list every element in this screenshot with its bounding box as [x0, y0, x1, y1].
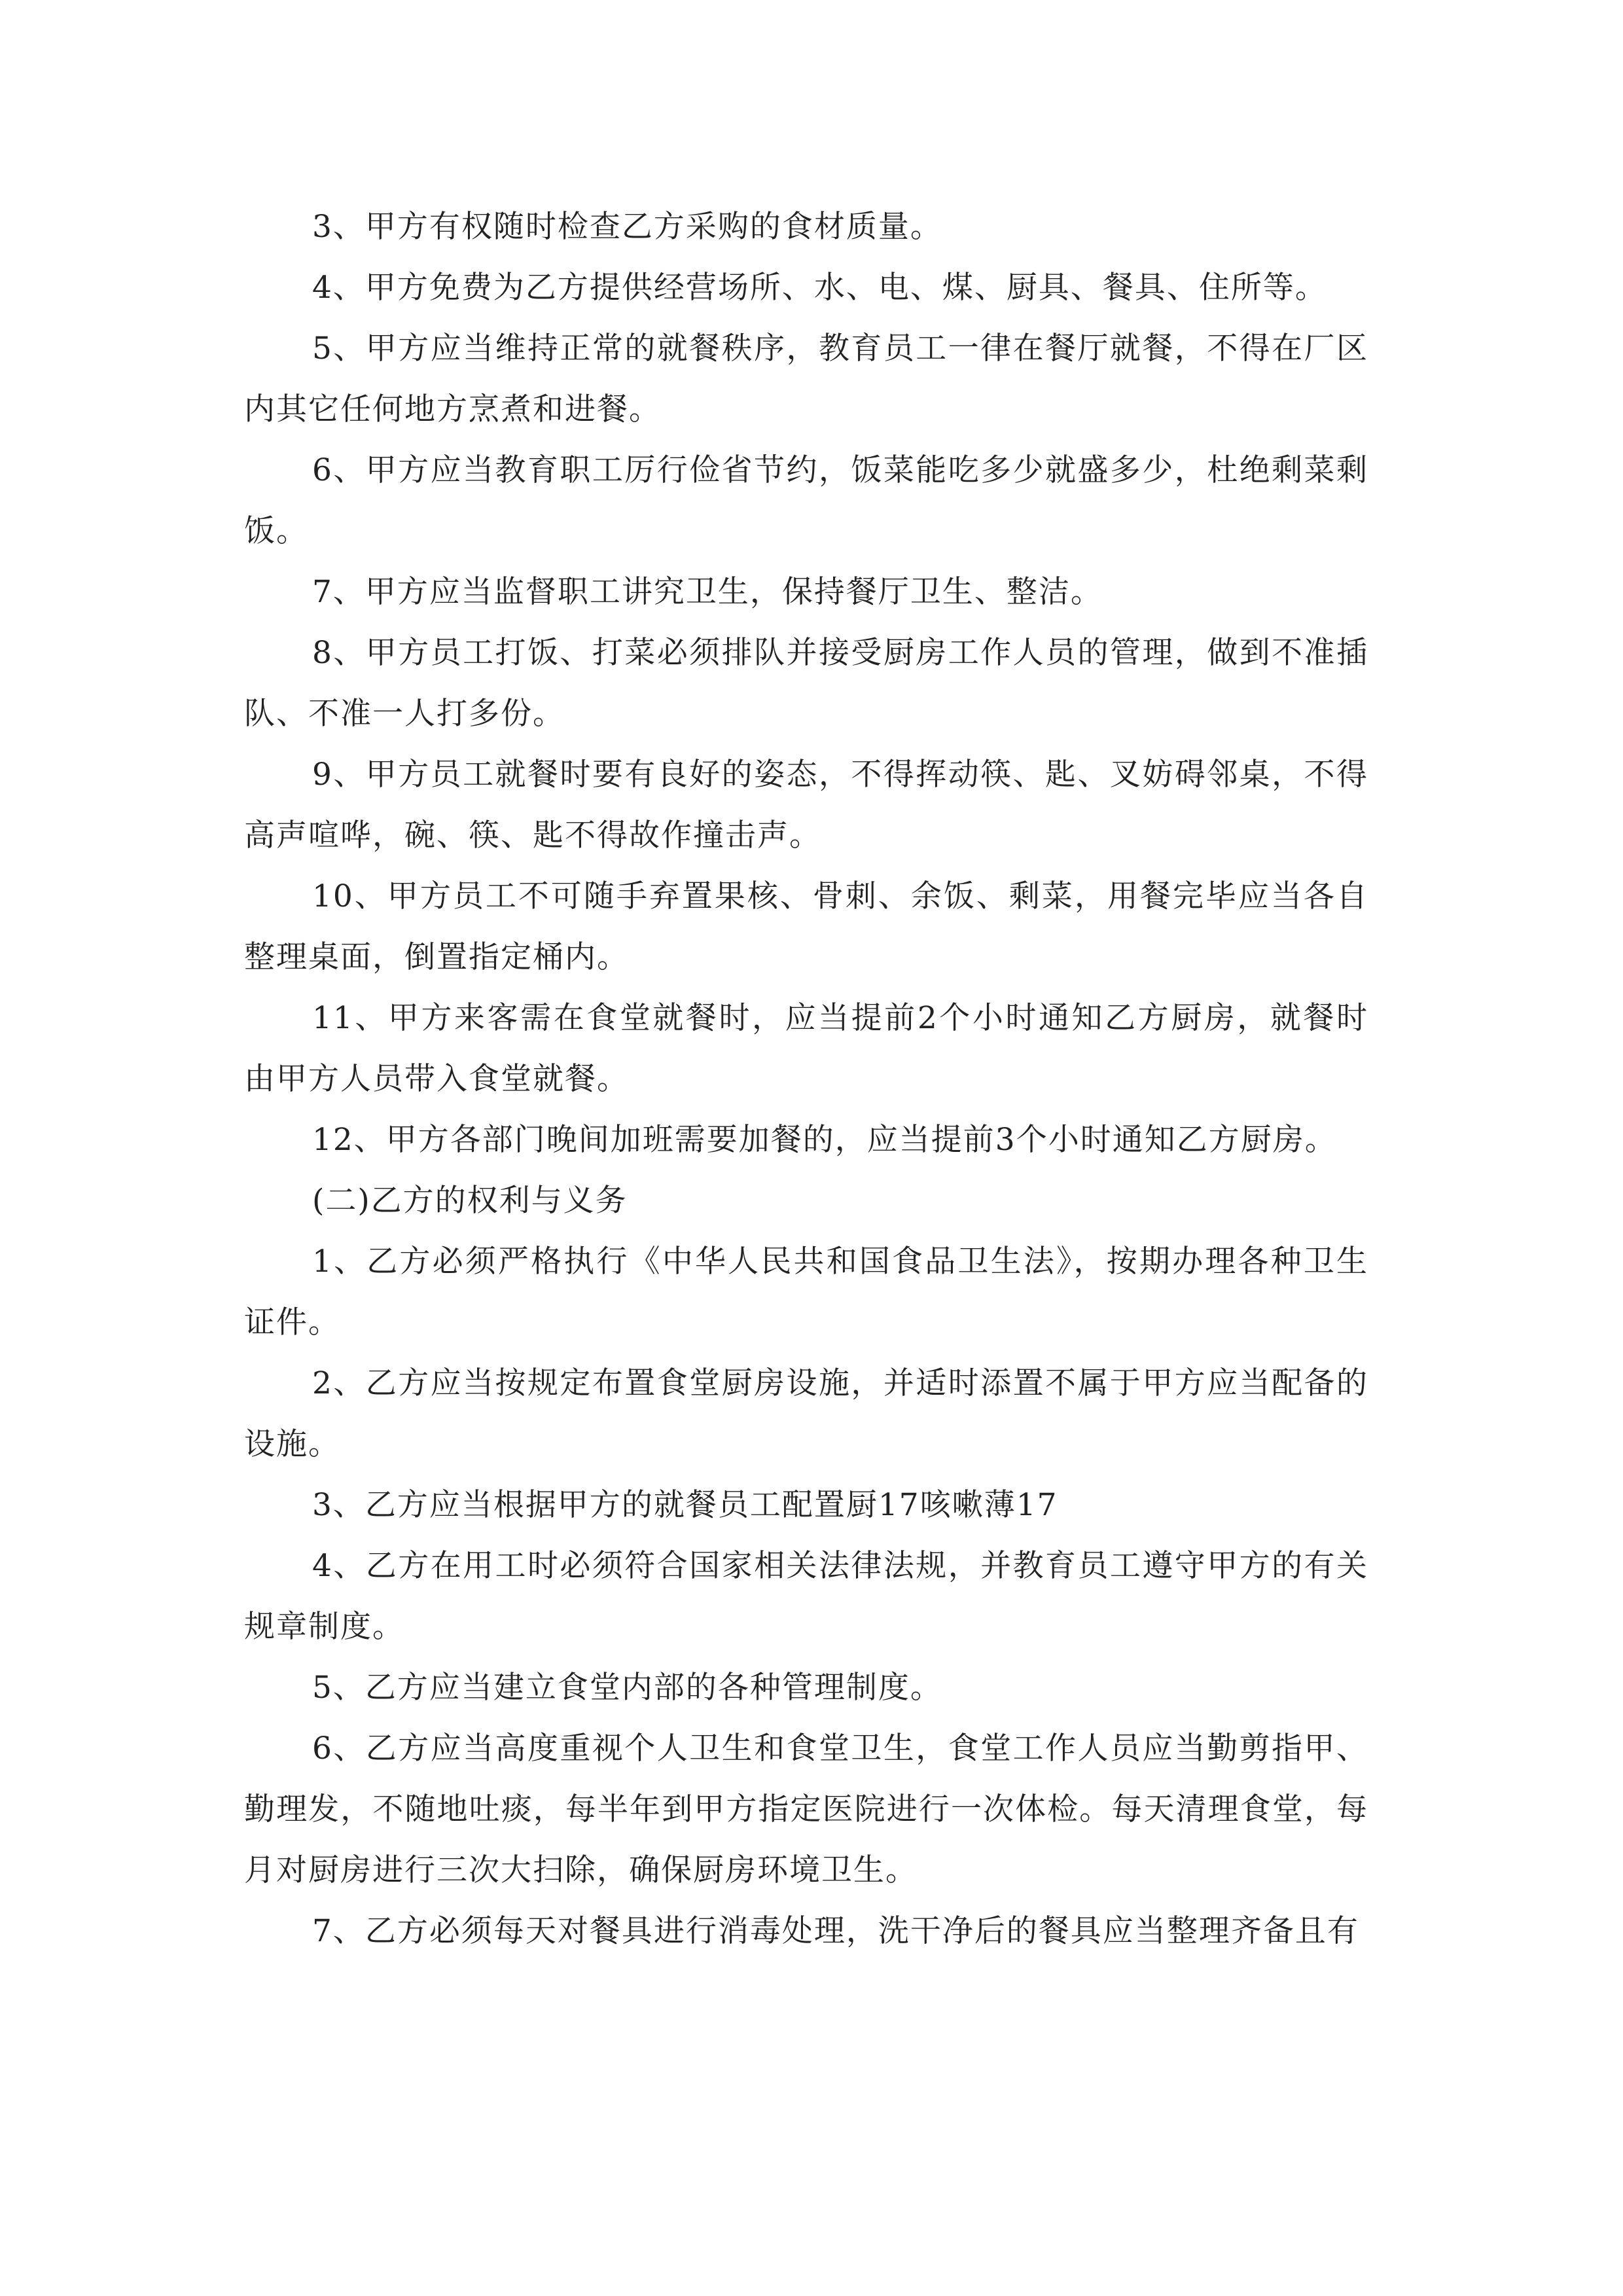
paragraph-clause-b1: 1、乙方必须严格执行《中华人民共和国食品卫生法》，按期办理各种卫生证件。	[244, 1244, 1368, 1340]
paragraph-clause-b7: 7、乙方必须每天对餐具进行消毒处理，洗干净后的餐具应当整理齐备且有	[312, 1913, 1359, 1949]
paragraph-clause-a8: 8、甲方员工打饭、打菜必须排队并接受厨房工作人员的管理，做到不准插队、不准一人打多份。	[244, 635, 1368, 732]
paragraph-clause-a10: 10、甲方员工不可随手弃置果核、骨刺、余饭、剩菜，用餐完毕应当各自整理桌面，倒置指定桶内。	[244, 878, 1368, 975]
paragraph-clause-a7: 7、甲方应当监督职工讲究卫生，保持餐厅卫生、整洁。	[312, 574, 1103, 610]
document-body	[244, 196, 1368, 1962]
paragraph-clause-a5: 5、甲方应当维持正常的就餐秩序，教育员工一律在餐厅就餐，不得在厂区内其它任何地方烹煮和进餐。	[244, 331, 1368, 427]
paragraph-clause-a12: 12、甲方各部门晚间加班需要加餐的，应当提前3个小时通知乙方厨房。	[312, 1122, 1337, 1158]
section-heading-party-b: (二)乙方的权利与义务	[312, 1183, 628, 1219]
paragraph-clause-b6: 6、乙方应当高度重视个人卫生和食堂卫生，食堂工作人员应当勤剪指甲、勤理发，不随地吐痰，每半年到甲方指定医院进行一次体检。每天清理食堂，每月对厨房进行三次大扫除，确保厨房环境卫生。	[244, 1731, 1368, 1888]
paragraph-clause-a3: 3、甲方有权随时检查乙方采购的食材质量。	[312, 209, 942, 245]
paragraph-clause-b5: 5、乙方应当建立食堂内部的各种管理制度。	[312, 1670, 942, 1706]
paragraph-clause-a4: 4、甲方免费为乙方提供经营场所、水、电、煤、厨具、餐具、住所等。	[312, 270, 1327, 306]
paragraph-clause-b4: 4、乙方在用工时必须符合国家相关法律法规，并教育员工遵守甲方的有关规章制度。	[244, 1548, 1368, 1645]
paragraph-clause-b3: 3、乙方应当根据甲方的就餐员工配置厨17咳嗽薄17	[312, 1487, 1058, 1523]
paragraph-clause-a6: 6、甲方应当教育职工厉行俭省节约，饭菜能吃多少就盛多少，杜绝剩菜剩饭。	[244, 452, 1368, 549]
paragraph-clause-a11: 11、甲方来客需在食堂就餐时，应当提前2个小时通知乙方厨房，就餐时由甲方人员带入食堂就餐。	[244, 1000, 1368, 1097]
paragraph-clause-b2: 2、乙方应当按规定布置食堂厨房设施，并适时添置不属于甲方应当配备的设施。	[244, 1365, 1368, 1462]
paragraph-clause-a9: 9、甲方员工就餐时要有良好的姿态，不得挥动筷、匙、叉妨碍邻桌，不得高声喧哗，碗、筷、匙不得故作撞击声。	[244, 757, 1368, 853]
